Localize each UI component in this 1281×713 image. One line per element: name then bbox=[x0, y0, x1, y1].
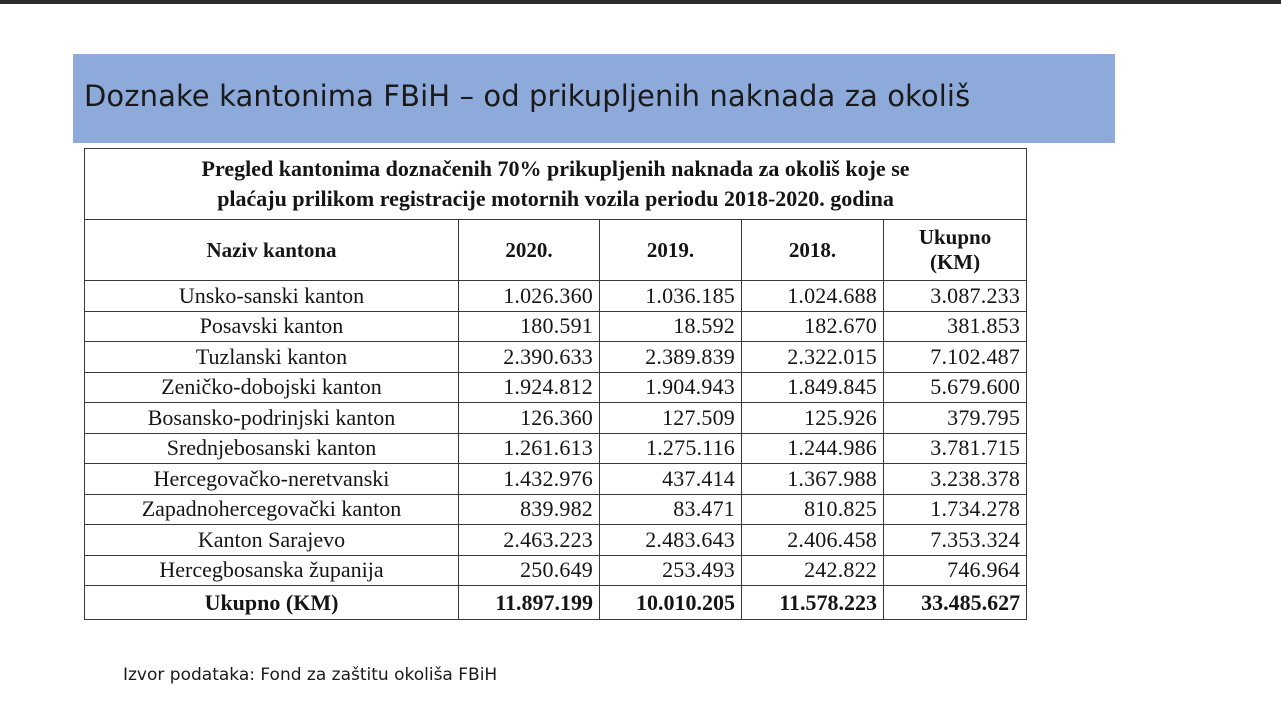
cell-canton-name: Posavski kanton bbox=[85, 311, 459, 342]
cell-2018: 2.322.015 bbox=[742, 342, 884, 373]
cell-canton-name: Kanton Sarajevo bbox=[85, 525, 459, 556]
table-row bbox=[85, 555, 1027, 586]
table-row bbox=[85, 311, 1027, 342]
totals-2020: 11.897.199 bbox=[459, 586, 600, 620]
scanned-table-image bbox=[84, 148, 1028, 632]
cell-2019: 83.471 bbox=[600, 494, 742, 525]
header-canton-name: Naziv kantona bbox=[85, 220, 459, 281]
cell-2019: 18.592 bbox=[600, 311, 742, 342]
totals-2019: 10.010.205 bbox=[600, 586, 742, 620]
table-caption-row bbox=[85, 149, 1027, 220]
table-caption bbox=[85, 149, 1027, 220]
cell-canton-name: Unsko-sanski kanton bbox=[85, 281, 459, 312]
totals-2018: 11.578.223 bbox=[742, 586, 884, 620]
cell-total: 5.679.600 bbox=[884, 372, 1027, 403]
cell-2018: 1.367.988 bbox=[742, 464, 884, 495]
cell-2018: 242.822 bbox=[742, 555, 884, 586]
cell-total: 7.102.487 bbox=[884, 342, 1027, 373]
totals-grand-total: 33.485.627 bbox=[884, 586, 1027, 620]
cell-total: 1.734.278 bbox=[884, 494, 1027, 525]
cell-2020: 180.591 bbox=[459, 311, 600, 342]
cell-2018: 1.244.986 bbox=[742, 433, 884, 464]
header-total bbox=[884, 220, 1027, 281]
header-total-line-1: Ukupno bbox=[918, 225, 992, 249]
table-row bbox=[85, 342, 1027, 373]
cell-2020: 2.463.223 bbox=[459, 525, 600, 556]
header-total-line-2: (KM) bbox=[929, 250, 981, 274]
source-note: Izvor podataka: Fond za zaštitu okoliša FBiH bbox=[123, 665, 498, 685]
cell-total: 3.781.715 bbox=[884, 433, 1027, 464]
cell-2020: 839.982 bbox=[459, 494, 600, 525]
cell-total: 381.853 bbox=[884, 311, 1027, 342]
cell-2020: 1.026.360 bbox=[459, 281, 600, 312]
cell-canton-name: Zapadnohercegovački kanton bbox=[85, 494, 459, 525]
cell-2020: 1.261.613 bbox=[459, 433, 600, 464]
cell-canton-name: Srednjebosanski kanton bbox=[85, 433, 459, 464]
cell-total: 379.795 bbox=[884, 403, 1027, 434]
table-row bbox=[85, 464, 1027, 495]
totals-label: Ukupno (KM) bbox=[85, 586, 459, 620]
cell-2019: 1.275.116 bbox=[600, 433, 742, 464]
cell-2020: 126.360 bbox=[459, 403, 600, 434]
cell-2019: 253.493 bbox=[600, 555, 742, 586]
cell-2018: 1.024.688 bbox=[742, 281, 884, 312]
cell-2019: 2.483.643 bbox=[600, 525, 742, 556]
header-2018: 2018. bbox=[742, 220, 884, 281]
slide-title: Doznake kantonima FBiH – od prikupljenih naknada za okoliš bbox=[84, 79, 971, 113]
header-2020: 2020. bbox=[459, 220, 600, 281]
table-caption-line-2: plaćaju prilikom registracije motornih vozila periodu 2018-2020. godina bbox=[217, 186, 894, 211]
cell-2019: 127.509 bbox=[600, 403, 742, 434]
totals-row bbox=[85, 586, 1027, 620]
cell-total: 3.087.233 bbox=[884, 281, 1027, 312]
cell-2020: 1.924.812 bbox=[459, 372, 600, 403]
cell-2019: 1.904.943 bbox=[600, 372, 742, 403]
header-2019: 2019. bbox=[600, 220, 742, 281]
cell-total: 3.238.378 bbox=[884, 464, 1027, 495]
table-caption-line-1: Pregled kantonima doznačenih 70% prikupljenih naknada za okoliš koje se bbox=[201, 156, 910, 181]
table-row bbox=[85, 281, 1027, 312]
cell-2020: 1.432.976 bbox=[459, 464, 600, 495]
cell-2020: 250.649 bbox=[459, 555, 600, 586]
cell-2019: 1.036.185 bbox=[600, 281, 742, 312]
cell-canton-name: Tuzlanski kanton bbox=[85, 342, 459, 373]
cell-2019: 437.414 bbox=[600, 464, 742, 495]
cell-2018: 125.926 bbox=[742, 403, 884, 434]
cell-total: 7.353.324 bbox=[884, 525, 1027, 556]
cell-total: 746.964 bbox=[884, 555, 1027, 586]
table-row bbox=[85, 403, 1027, 434]
cell-canton-name: Zeničko-dobojski kanton bbox=[85, 372, 459, 403]
table-body bbox=[85, 281, 1027, 586]
top-border-bar bbox=[0, 0, 1281, 4]
cell-2020: 2.390.633 bbox=[459, 342, 600, 373]
table-header-row bbox=[85, 220, 1027, 281]
cell-2018: 810.825 bbox=[742, 494, 884, 525]
cell-2019: 2.389.839 bbox=[600, 342, 742, 373]
title-band bbox=[73, 54, 1115, 143]
cantons-table bbox=[84, 148, 1027, 620]
table-row bbox=[85, 494, 1027, 525]
table-row bbox=[85, 433, 1027, 464]
cell-canton-name: Hercegovačko-neretvanski bbox=[85, 464, 459, 495]
table-row bbox=[85, 525, 1027, 556]
table-row bbox=[85, 372, 1027, 403]
cell-2018: 1.849.845 bbox=[742, 372, 884, 403]
cell-2018: 182.670 bbox=[742, 311, 884, 342]
cell-canton-name: Bosansko-podrinjski kanton bbox=[85, 403, 459, 434]
cell-canton-name: Hercegbosanska županija bbox=[85, 555, 459, 586]
cell-2018: 2.406.458 bbox=[742, 525, 884, 556]
